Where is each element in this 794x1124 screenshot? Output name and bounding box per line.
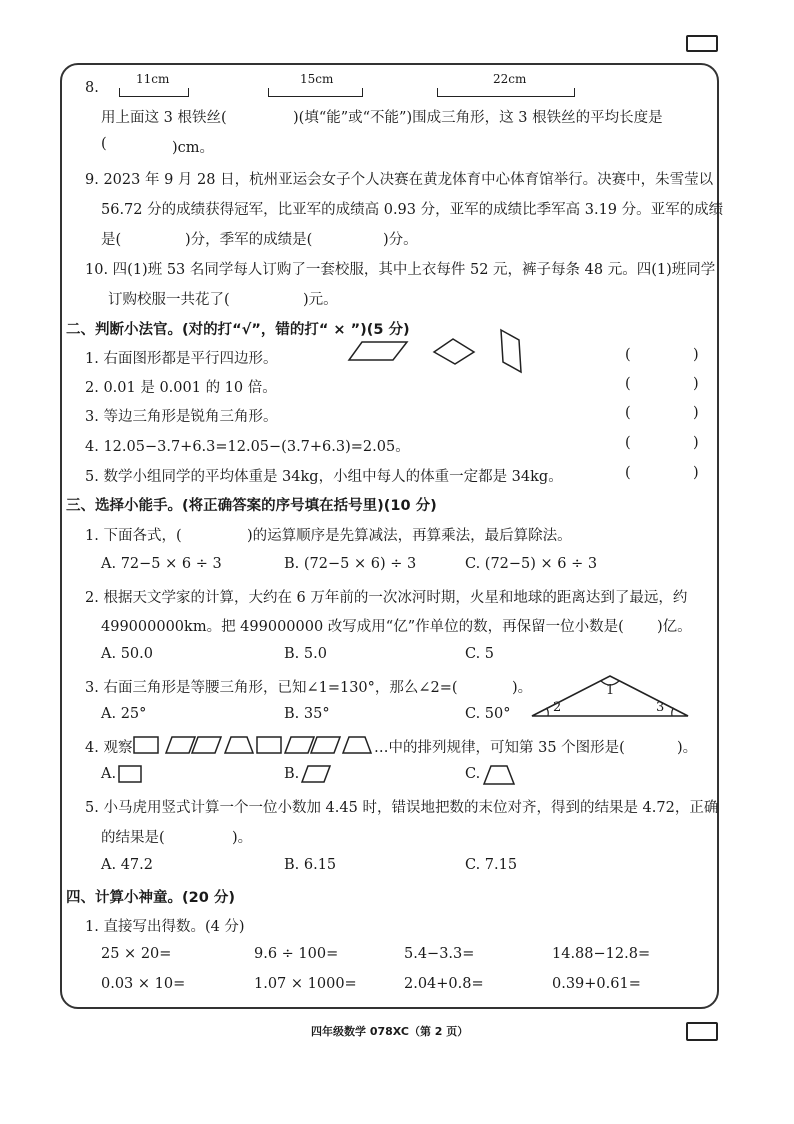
sec3-q4-opt-a: A.	[101, 766, 117, 782]
answer-paren-close-1: )	[693, 347, 699, 363]
sec3-q1-stem-b: )的运算顺序是先算减法，再算乘法，最后算除法。	[247, 528, 572, 544]
calc-r2-c3: 2.04+0.8=	[404, 976, 484, 992]
section-4-heading: 四、计算小神童。(20 分)	[66, 890, 235, 906]
sec3-q2-opt-a: A. 50.0	[101, 646, 153, 662]
q10-line2-b: )元。	[303, 292, 338, 308]
sec3-q4-opt-c: C.	[465, 766, 481, 782]
answer-paren-open-3: (	[625, 405, 631, 421]
sec3-q3-opt-b: B. 35°	[284, 706, 330, 722]
answer-paren-close-2: )	[693, 376, 699, 392]
sec2-item-5: 5. 数学小组同学的平均体重是 34kg，小组中每人的体重一定都是 34kg。	[85, 469, 563, 485]
answer-paren-open-5: (	[625, 465, 631, 481]
sec3-q2-line2-b: )亿。	[657, 619, 692, 635]
q8-bar-3	[437, 88, 575, 97]
top-right-tab	[686, 35, 718, 52]
q8-line2-b: )cm。	[172, 140, 215, 156]
answer-paren-open-1: (	[625, 347, 631, 363]
q4-option-b-parallelogram	[301, 764, 331, 784]
calc-r2-c2: 1.07 × 1000=	[254, 976, 357, 992]
sec3-q3-stem-b: )。	[512, 680, 533, 696]
q8-bar-label-1: 11cm	[136, 72, 170, 86]
q8-bar-label-2: 15cm	[300, 72, 334, 86]
figure-rhombus-tilted	[433, 338, 475, 366]
q8-number: 8.	[85, 80, 99, 96]
sec3-q3-opt-a: A. 25°	[101, 706, 147, 722]
q9-line3-a: 是(	[101, 232, 122, 248]
sec3-q5-line1: 5. 小马虎用竖式计算一个一位小数加 4.45 时，错误地把数的末位对齐，得到的结果是 4.72，正确	[85, 800, 719, 816]
q9-line3-c: )分。	[383, 232, 418, 248]
q10-line2-a: 订购校服一共花了(	[108, 292, 230, 308]
sec3-q5-line2-b: )。	[232, 830, 253, 846]
triangle-angle-2-label: 2	[553, 700, 562, 715]
sec3-q3-stem-a: 3. 右面三角形是等腰三角形，已知∠1=130°，那么∠2=(	[85, 680, 458, 696]
q8-bar-2	[268, 88, 363, 97]
q9-line1: 9. 2023 年 9 月 28 日，杭州亚运会女子个人决赛在黄龙体育中心体育馆举行。决赛中，朱雪莹以	[85, 172, 714, 188]
sec3-q4-opt-b: B.	[284, 766, 300, 782]
section-2-heading: 二、判断小法官。(对的打“√”，错的打“ × ”)(5 分)	[66, 322, 410, 338]
answer-paren-open-4: (	[625, 435, 631, 451]
sec3-q1-stem-a: 1. 下面各式，(	[85, 528, 182, 544]
sec3-q1-opt-a: A. 72−5 × 6 ÷ 3	[101, 556, 222, 572]
answer-paren-close-3: )	[693, 405, 699, 421]
calc-r1-c4: 14.88−12.8=	[552, 946, 651, 962]
sec3-q2-opt-c: C. 5	[465, 646, 495, 662]
sec3-q5-line2-a: 的结果是(	[101, 830, 165, 846]
sec3-q1-opt-b: B. (72−5 × 6) ÷ 3	[284, 556, 417, 572]
calc-r2-c4: 0.39+0.61=	[552, 976, 641, 992]
answer-paren-close-5: )	[693, 465, 699, 481]
q8-bar-1	[119, 88, 189, 97]
sec3-q5-opt-a: A. 47.2	[101, 857, 153, 873]
calc-r1-c1: 25 × 20=	[101, 946, 172, 962]
sec2-item-1: 1. 右面图形都是平行四边形。	[85, 351, 278, 367]
sec3-q2-line2-a: 499000000km。把 499000000 改写成用“亿”作单位的数，再保留一位小数是(	[101, 619, 624, 635]
sec2-item-2: 2. 0.01 是 0.001 的 10 倍。	[85, 380, 277, 396]
page-footer: 四年级数学 078XC（第 2 页）	[311, 1025, 469, 1038]
q8-bar-label-3: 22cm	[493, 72, 527, 86]
calc-r1-c2: 9.6 ÷ 100=	[254, 946, 339, 962]
triangle-angle-1-label: 1	[606, 683, 615, 698]
sec3-q4-stem-c: )。	[677, 740, 698, 756]
sec3-q4-stem-b: …中的排列规律，可知第 35 个图形是(	[374, 740, 625, 756]
q9-line2: 56.72 分的成绩获得冠军，比亚军的成绩高 0.93 分，亚军的成绩比季军高 3.19 分。亚军的成绩	[101, 202, 724, 218]
q10-line1: 10. 四(1)班 53 名同学每人订购了一套校服，其中上衣每件 52 元，裤子每条 48 元。四(1)班同学	[85, 262, 716, 278]
sec3-q2-line1: 2. 根据天文学家的计算，大约在 6 万年前的一次冰河时期，火星和地球的距离达到了最远，约	[85, 590, 688, 606]
answer-paren-close-4: )	[693, 435, 699, 451]
triangle-angle-3-label: 3	[656, 700, 665, 715]
figure-parallelogram-flat	[348, 340, 408, 362]
answer-paren-open-2: (	[625, 376, 631, 392]
q4-option-a-square	[118, 764, 142, 784]
sec4-sub1: 1. 直接写出得数。(4 分)	[85, 919, 245, 935]
q8-line1-a: 用上面这 3 根铁丝(	[101, 110, 227, 126]
sec3-q3-opt-c: C. 50°	[465, 706, 511, 722]
section-3-heading: 三、选择小能手。(将正确答案的序号填在括号里)(10 分)	[66, 498, 437, 514]
q4-option-c-trapezoid	[483, 764, 515, 786]
figure-parallelogram-tall	[500, 328, 522, 374]
sec2-item-4: 4. 12.05−3.7+6.3=12.05−(3.7+6.3)=2.05。	[85, 439, 410, 455]
sec2-item-3: 3. 等边三角形是锐角三角形。	[85, 409, 278, 425]
sec3-q1-opt-c: C. (72−5) × 6 ÷ 3	[465, 556, 598, 572]
q9-line3-b: )分，季军的成绩是(	[185, 232, 313, 248]
calc-r2-c1: 0.03 × 10=	[101, 976, 186, 992]
calc-r1-c3: 5.4−3.3=	[404, 946, 475, 962]
q8-line2-a: (	[101, 136, 107, 152]
q8-line1-b: )(填“能”或“不能”)围成三角形，这 3 根铁丝的平均长度是	[293, 110, 663, 126]
sec3-q4-stem-a: 4. 观察	[85, 740, 133, 756]
bottom-right-tab	[686, 1022, 718, 1041]
sec3-q5-opt-b: B. 6.15	[284, 857, 337, 873]
shape-sequence-figure	[133, 734, 373, 756]
sec3-q2-opt-b: B. 5.0	[284, 646, 327, 662]
sec3-q5-opt-c: C. 7.15	[465, 857, 518, 873]
